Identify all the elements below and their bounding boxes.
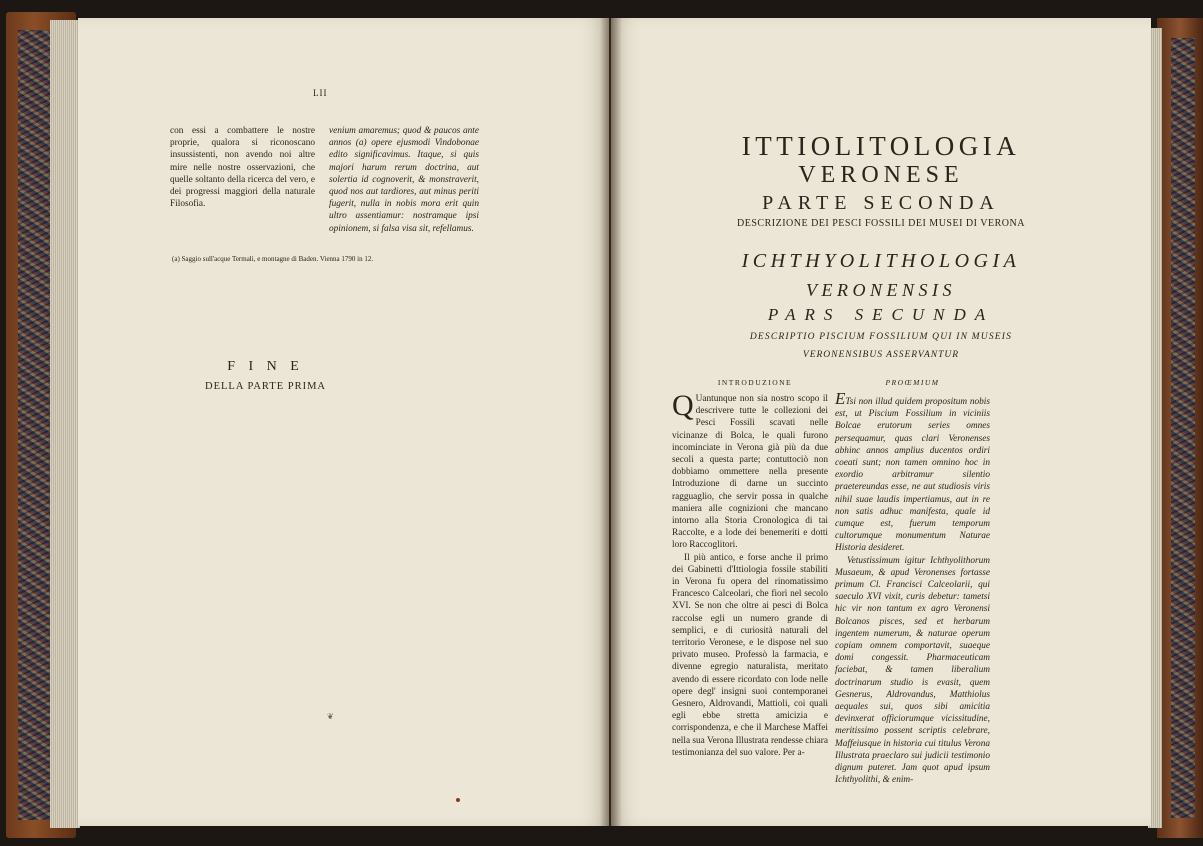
- fine-subtitle: DELLA PARTE PRIMA: [205, 381, 326, 392]
- introduction-column: [672, 389, 828, 759]
- intro-paragraph-1-text: Uantunque non sia nostro scopo il descrivere tutte le collezioni dei Pesci Fossili scavati nelle vicinanze di Bolca, le quali furono incominciate in Verona già più da due secoli a questa parte; contuttociò non dobbiamo ommettere nella presente Introduzione di darne un succinto ragguaglio, che servir possa in qualche maniera alle cognizioni che mancano intorno alla Storia Cronologica di tai Raccolte, e a lode dei benemeriti e dotti loro Raccoglitori.: [672, 394, 828, 551]
- left-column-italian: [170, 125, 315, 210]
- left-column-latin: [329, 125, 479, 235]
- subtitle-italian: DESCRIZIONE DEI PESCI FOSSILI DEI MUSEI DI VERONA: [737, 218, 1025, 229]
- ornament-icon: ❦: [327, 712, 334, 721]
- intro-paragraph-1: [672, 389, 828, 552]
- right-cover-binding: [1157, 18, 1203, 838]
- footnote: (a) Saggio sull'acque Termali, e montagne di Baden. Vienna 1790 in 12.: [172, 255, 374, 263]
- introduction-heading: INTRODUZIONE: [717, 378, 793, 387]
- drop-cap: E: [835, 389, 846, 408]
- proem-paragraph-1-text: Tsi non illud quidem propositum nobis est, ut Piscium Fossilium in viciniis Bolcae erutorum series omnes persequamur, quas clari Veronenses abhinc annos amplius ducentos ordiri coeati sunt; non tamen omnino hoc in exordio arbitramur silentio praetereundas esse, ne aut studiosis viris nihil suae laudis impertiamus, aut in re non satis adhuc manifesta, quale id cumque est, fuerum temporum cultorumque monumentum Naturae Historia desideret.: [835, 397, 990, 554]
- title-latin-line3: PARS SECUNDA: [767, 305, 995, 324]
- intro-paragraph-2: Il più antico, e forse anche il primo dei Gabinetti d'Ittiologia fossile stabiliti in Verona fu opera del rinomatissimo Francesco Calceolari, che fiorì nel secolo XVI. Se non che oltre ai pesci di Bolca raccolse egli un numero grande di semplici, e di curiosità naturali del territorio Veronese, e le dispose nel suo privato museo. Professò la farmacia, e divenne egregio naturalista, meritato avendo di essere ricordato con lode nelle opere degl' insigni suoi contemporanei Gesnero, Aldrovandi, Mattioli, coi quali egli ebbe stretta amicizia e corrispondenza, e che il Marchese Maffei nella sua Verona Illustrata rendesse chiara testimonianza del suo valore. Per a-: [672, 552, 828, 758]
- right-marbled-endpaper: [1171, 38, 1195, 818]
- subtitle-latin-line2: VERONENSIBUS ASSERVANTUR: [802, 350, 960, 360]
- title-italian-line1: ITTIOLITOLOGIA: [741, 131, 1021, 161]
- proem-paragraph-2: Vetustissimum igitur Ichthyolithorum Musaeum, & apud Veronenses fortasse primum Cl. Francisci Calceolarii, qui saeculo XVI vixit, curis debetur: tametsi hic vir non tantum ex agro Veronensi Bolcanos pisces, sed et herbarum ingentem numerum, & naturae operum copiam omnem comportavit, suaeque domi congessit. Pharmaceuticam faciebat, & tamen liberalium doctrinarum studio is evasit, quem Gesnerus, Aldrovandus, Matthiolus aequales sui, quos sibi amicitia devinxerat officiorumque vicissitudine, meritissimo possent scriptis celebrare, Maffeiusque in historia cui titulus Verona Illustrata praeclaro sui judicii testimonio dignum puteret. Jam quot apud ipsum Ichthyolithi, & enim-: [835, 555, 990, 786]
- proemium-heading: PROŒMIUM: [885, 378, 940, 387]
- paper-spot: [456, 798, 460, 802]
- drop-cap: Q: [672, 389, 694, 422]
- title-latin-line1: ICHTHYOLITHOLOGIA: [741, 250, 1021, 272]
- title-italian-line2: VERONESE: [798, 162, 964, 188]
- latin-paragraph: venium amaremus; quod & paucos ante annos (a) opere ejusmodi Vindobonae edito significavimus. Itaque, si quis majori harum rerum doctrina, aut solertia id cognoverit, & monstraverit, quod nos aut tardiores, aut minus periti fugerit, nulla in nobis mora erit quin ultro assentiamur: nostramque ipsi opinionem, si falsa visa sit, refellamus.: [329, 126, 479, 234]
- left-page-edges: [50, 20, 80, 828]
- title-italian-line3: PARTE SECONDA: [762, 192, 1000, 214]
- title-latin-line2: VERONENSIS: [806, 280, 956, 300]
- subtitle-latin-line1: DESCRIPTIO PISCIUM FOSSILIUM QUI IN MUSEIS: [749, 332, 1013, 342]
- page-number: LII: [313, 88, 328, 98]
- proemium-column: [835, 389, 990, 787]
- italian-paragraph: con essi a combattere le nostre proprie, qualora si riconoscano insussistenti, non avendo noi altre mire nelle nostre osservazioni, che quelle soltanto della ricerca del vero, e dei progressi maggiori della naturale Filosofia.: [170, 126, 315, 210]
- proem-paragraph-1: [835, 389, 990, 555]
- fine-title: F I N E: [227, 359, 304, 374]
